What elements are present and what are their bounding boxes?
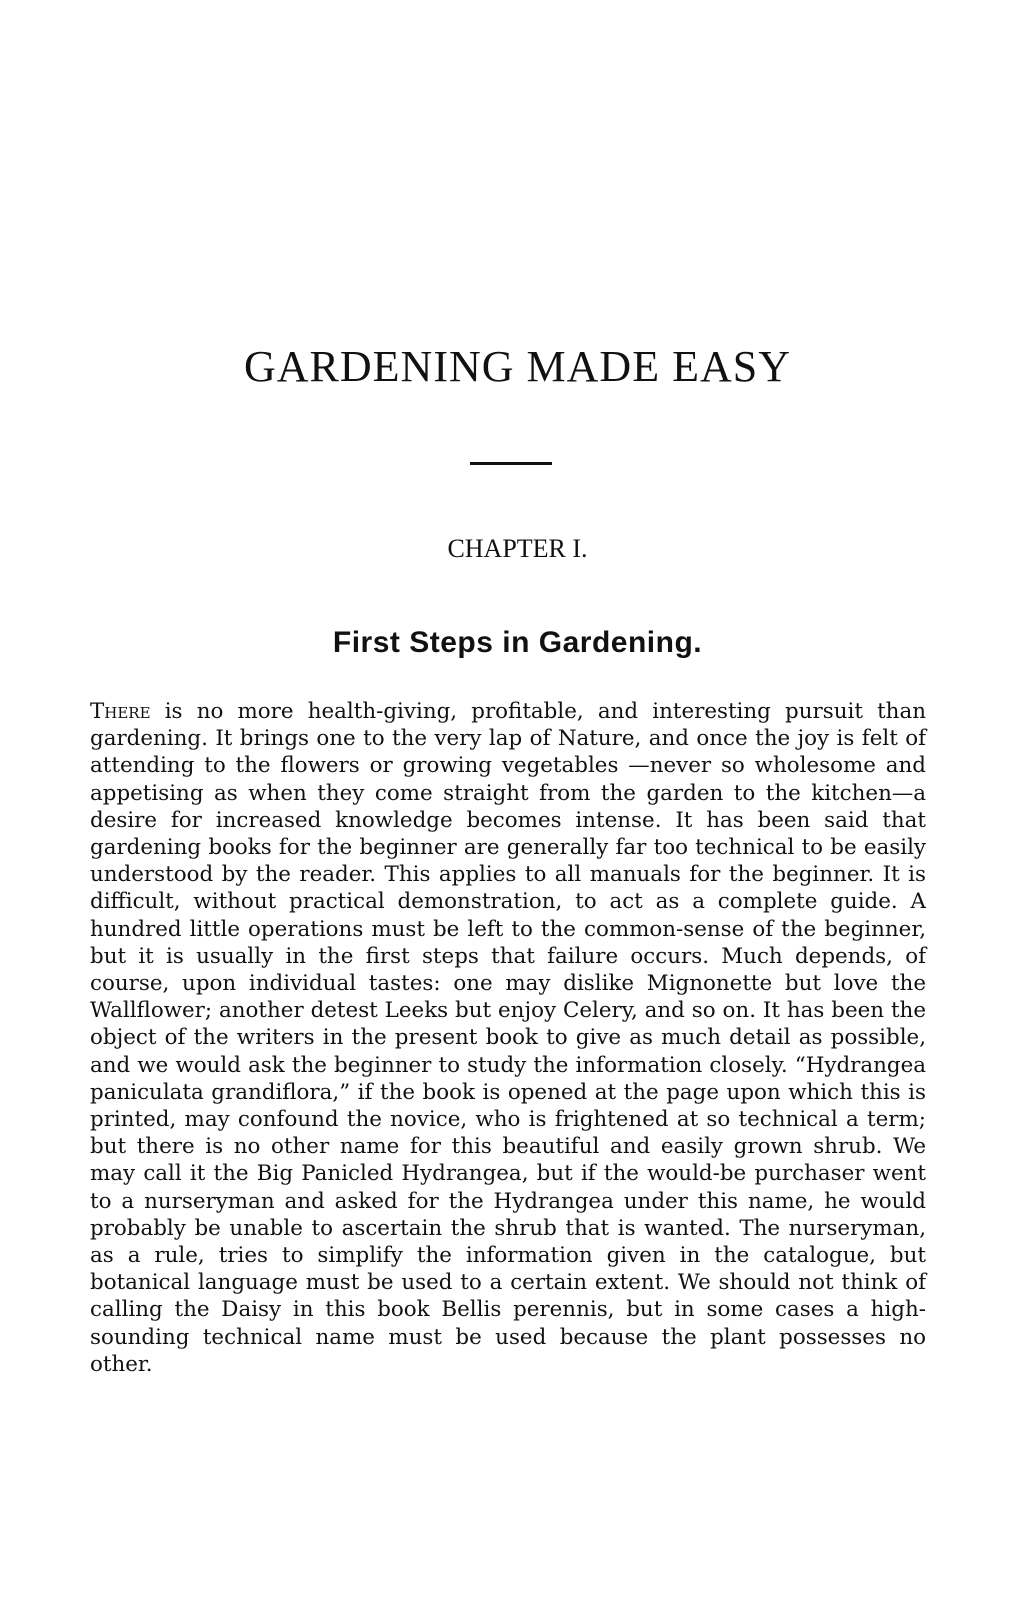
lead-word: There [90,699,151,724]
chapter-title: First Steps in Gardening. [332,626,703,659]
book-title: GARDENING MADE EASY [244,342,791,391]
body-paragraph [90,698,926,1378]
chapter-number: CHAPTER I. [447,534,588,563]
title-divider-rule [470,462,552,465]
paragraph-text: is no more health-giving, profitable, and interesting pursuit than gardening. It brings one to the very lap of Nature, and once the joy is felt of attending to the flowers or growing vegetables —never so wholesome and appetising as when they come straight from the garden to the kitchen—a desire for increased knowledge becomes intense. It has been said that gardening books for the beginner are generally far too technical to be easily understood by the reader. This applies to all manuals for the beginner. It is difficult, without practical demonstration, to act as a complete guide. A hundred little operations must be left to the common-sense of the beginner, but it is usually in the first steps that failure occurs. Much depends, of course, upon individual tastes: one may dislike Mignonette but love the Wallflower; another detest Leeks but enjoy Celery, and so on. It has been the object of the writers in the present book to give as much detail as possible, and we would ask the beginner to study the information closely. “Hydrangea paniculata grandiflora,” if the book is opened at the page upon which this is printed, may confound the novice, who is frightened at so technical a term; but there is no other name for this beautiful and easily grown shrub. We may call it the Big Panicled Hydrangea, but if the would-be purchaser went to a nurseryman and asked for the Hydrangea under this name, he would probably be unable to ascertain the shrub that is wanted. The nurseryman, as a rule, tries to simplify the information given in the catalogue, but botanical language must be used to a certain extent. We should not think of calling the Daisy in this book Bellis perennis, but in some cases a high-sounding technical name must be used because the plant possesses no other. [90,699,926,1377]
